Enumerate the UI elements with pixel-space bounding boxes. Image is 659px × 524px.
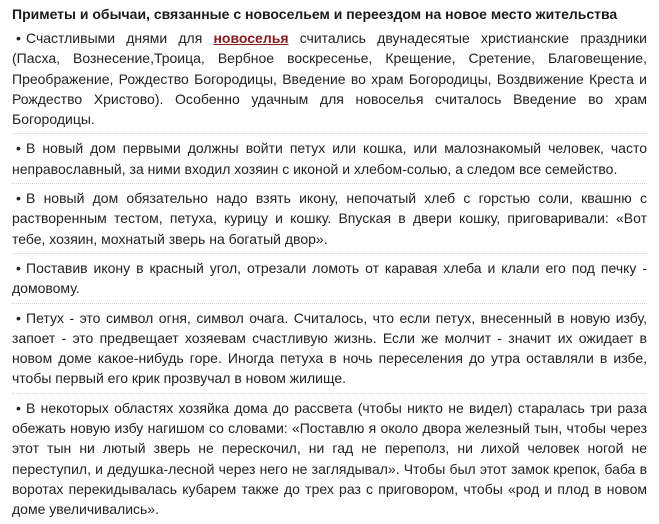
paragraph-text: В новый дом первыми должны войти петух или кошка, или малознакомый человек, часто неправославный, за ними входил хозяин с иконой и хлебом-солью, а следом все семейство. (12, 140, 647, 177)
bullet-icon: • (16, 190, 21, 207)
paragraph-text: В новый дом обязательно надо взять икону, непочатый хлеб с горстью соли, квашню с растворенным тестом, петуха, курицу и кошку. Впуская в двери кошку, приговаривали: «Вот тебе, хозяин, мохнатый зверь на богатый двор». (12, 190, 647, 247)
paragraph-text: считались двунадесятые христианские праздники (Пасха, Вознесение,Троица, Вербное воскресенье, Крещение, Сретение, Благовещение, Преображение, Рождество Богородицы, Введение во храм Богородицы, Воздвижение Креста и Рождество Христово). Особенно удачным для новоселья считалось Введение во храм Богородицы. (12, 30, 647, 128)
article-title: Приметы и обычаи, связанные с новосельем и переездом на новое место жительства (12, 6, 618, 22)
housewarming-link[interactable]: новоселья (213, 30, 289, 46)
paragraph-icon-bread (12, 188, 647, 254)
paragraph-first-entry (12, 138, 647, 184)
paragraph-text: Счастливыми днями для (26, 30, 214, 46)
bullet-icon: • (16, 399, 21, 416)
paragraph-domovoy (12, 258, 647, 304)
bullet-icon: • (16, 309, 21, 326)
paragraph-rooster (12, 308, 647, 394)
paragraph-ritual (12, 398, 647, 524)
paragraph-lucky-days (12, 28, 647, 134)
paragraph-text: В некоторых областях хозяйка дома до рассвета (чтобы никто не видел) старалась три раза обежать новую избу нагишом со словами: «Поставлю я около двора железный тын, чтобы через этот тын ни лютый зверь не перескочил, ни гад не переполз, ни лихой человек ногой не переступил, и дедушка-лесной через него не заглядывал». Чтобы был этот замок крепок, баба в воротах перекидывалась кубарем также до трех раз с приговором, чтобы «род и плод в новом доме увеличивались». (12, 399, 647, 518)
bullet-icon: • (16, 259, 21, 276)
paragraph-text: Поставив икону в красный угол, отрезали ломоть от каравая хлеба и клали его под печку - домовому. (12, 259, 647, 297)
bullet-icon: • (16, 30, 21, 46)
bullet-icon: • (16, 140, 21, 157)
paragraph-text: Петух - это символ огня, символ очага. Считалось, что если петух, внесенный в новую избу, запоет - это предвещает хозяевам счастливую жизнь. Если же молчит - значит их ожидает в новом доме какое-нибудь горе. Иногда петуха в ночь переселения до утра оставляли в избе, чтобы первый его крик прозвучал в новом жилище. (12, 309, 647, 387)
